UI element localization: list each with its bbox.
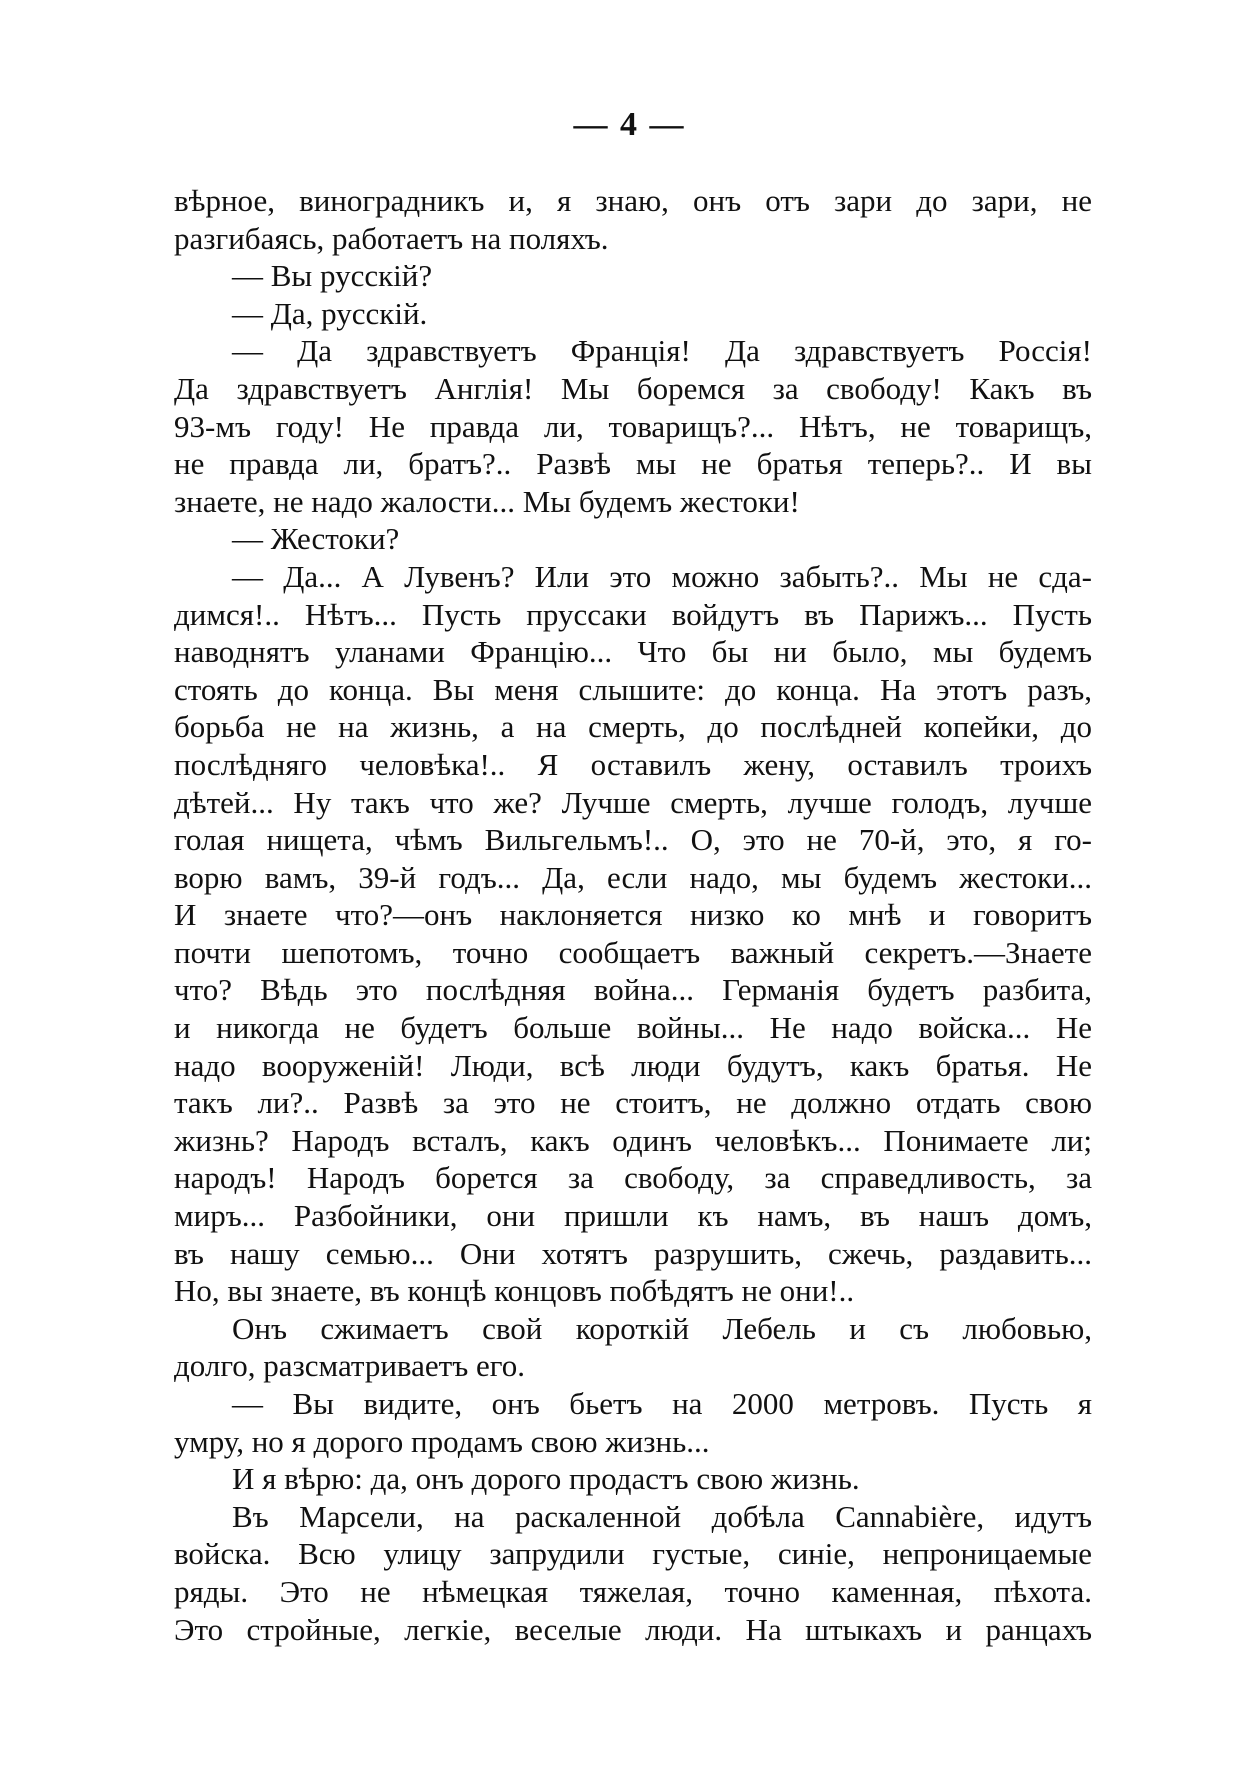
text-line: долго, разсматриваетъ его. <box>174 1348 525 1384</box>
text-line: — Жестоки? <box>232 521 400 557</box>
text-line: народъ! Народъ борется за свободу, за справедливость, за <box>174 1160 1092 1196</box>
text-line: миръ... Разбойники, они пришли къ намъ, въ нашъ домъ, <box>174 1198 1092 1234</box>
text-line: войска. Всю улицу запрудили густые, синіе, непроницаемые <box>174 1536 1092 1572</box>
text-line: Онъ сжимаетъ свой короткій Лебель и съ любовью, <box>232 1310 1092 1346</box>
text-line: вѣрное, виноградникъ и, я знаю, онъ отъ зари до зари, не <box>174 183 1092 218</box>
body-text <box>174 182 1092 1648</box>
text-line: такъ ли?.. Развѣ за это не стоитъ, не должно отдать свою <box>174 1085 1092 1121</box>
text-line: — Вы русскій? <box>232 258 433 294</box>
text-line: стоять до конца. Вы меня слышите: до конца. На этотъ разъ, <box>174 671 1092 707</box>
text-line: — Да, русскій. <box>232 295 428 331</box>
text-line: Но, вы знаете, въ концѣ концовъ побѣдятъ не они!.. <box>174 1273 855 1309</box>
text-line: въ нашу семью... Они хотятъ разрушить, сжечь, раздавить... <box>174 1235 1092 1271</box>
text-line: — Да... А Лувенъ? Или это можно забыть?.. Мы не сда- <box>232 558 1092 594</box>
text-line: 93-мъ году! Не правда ли, товарищъ?... Нѣтъ, не товарищъ, <box>174 408 1092 444</box>
text-line: — Вы видите, онъ бьетъ на 2000 метровъ. Пусть я <box>232 1386 1092 1421</box>
page-number: — 4 — <box>573 106 686 143</box>
text-line: ряды. Это не нѣмецкая тяжелая, точно каменная, пѣхота. <box>174 1573 1092 1609</box>
text-line: голая нищета, чѣмъ Вильгельмъ!.. О, это не 70-й, это, я го- <box>174 822 1092 858</box>
text-line: Это стройные, легкіе, веселые люди. На штыкахъ и ранцахъ <box>174 1611 1092 1647</box>
text-line: И я вѣрю: да, онъ дорого продастъ свою жизнь. <box>232 1461 860 1497</box>
text-line: наводнятъ уланами Францію... Что бы ни было, мы будемъ <box>174 634 1092 670</box>
text-line: Въ Марсели, на раскаленной добѣла Cannabière, идутъ <box>232 1498 1092 1534</box>
text-line: послѣдняго человѣка!.. Я оставилъ жену, оставилъ троихъ <box>174 746 1092 782</box>
text-line: разгибаясь, работаетъ на поляхъ. <box>174 220 609 256</box>
text-line: — Да здравствуетъ Франція! Да здравствуетъ Россія! <box>232 333 1092 369</box>
text-line: димся!.. Нѣтъ... Пусть пруссаки войдутъ въ Парижъ... Пусть <box>174 596 1092 632</box>
text-line: знаете, не надо жалости... Мы будемъ жестоки! <box>174 483 800 519</box>
text-line: дѣтей... Ну такъ что же? Лучше смерть, лучше голодъ, лучше <box>174 784 1092 820</box>
text-line: почти шепотомъ, точно сообщаетъ важный секретъ.—Знаете <box>174 934 1092 970</box>
text-line: и никогда не будетъ больше войны... Не надо войска... Не <box>174 1010 1092 1046</box>
text-line: не правда ли, братъ?.. Развѣ мы не братья теперь?.. И вы <box>174 446 1092 482</box>
text-line: ворю вамъ, 39-й годъ... Да, если надо, мы будемъ жестоки... <box>174 859 1092 895</box>
text-line: что? Вѣдь это послѣдняя война... Германія будетъ разбита, <box>174 972 1092 1008</box>
text-line: надо вооруженій! Люди, всѣ люди будутъ, какъ братья. Не <box>174 1047 1092 1083</box>
text-line: И знаете что?—онъ наклоняется низко ко мнѣ и говоритъ <box>174 897 1092 933</box>
text-line: жизнь? Народъ всталъ, какъ одинъ человѣкъ... Понимаете ли; <box>174 1122 1092 1158</box>
text-line: Да здравствуетъ Англія! Мы боремся за свободу! Какъ въ <box>174 370 1092 406</box>
text-line: борьба не на жизнь, а на смерть, до послѣдней копейки, до <box>174 709 1092 745</box>
text-line: умру, но я дорого продамъ свою жизнь... <box>174 1423 710 1459</box>
